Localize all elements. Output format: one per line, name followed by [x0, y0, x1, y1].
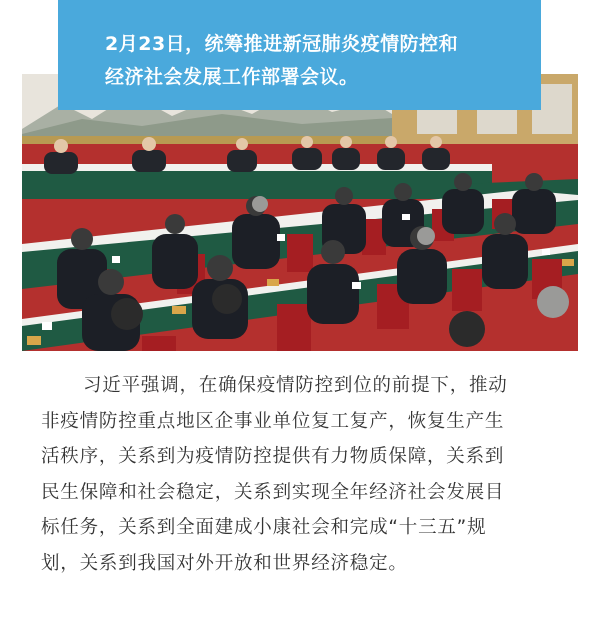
paragraph-line: 非疫情防控重点地区企事业单位复工复产，恢复生产生 — [41, 410, 505, 432]
caption-line-2: 经济社会发展工作部署会议。 — [105, 66, 359, 88]
paragraph-line: 活秩序，关系到为疫情防控提供有力物质保障，关系到 — [41, 446, 505, 467]
meeting-photo-illustration — [22, 74, 578, 351]
paragraph-line: 标任务，关系到全面建成小康社会和完成“十三五”规 — [41, 517, 487, 538]
meeting-photo — [22, 74, 578, 351]
article-paragraph — [41, 368, 559, 581]
paragraph-line: 划，关系到我国对外开放和世界经济稳定。 — [41, 552, 408, 574]
paragraph-line: 民生保障和社会稳定，关系到实现全年经济社会发展目 — [41, 481, 505, 503]
paragraph-line: 习近平强调，在确保疫情防控到位的前提下，推动 — [83, 375, 508, 396]
caption-line-1: 2月23日，统筹推进新冠肺炎疫情防控和 — [105, 33, 459, 55]
caption-box — [58, 0, 541, 110]
